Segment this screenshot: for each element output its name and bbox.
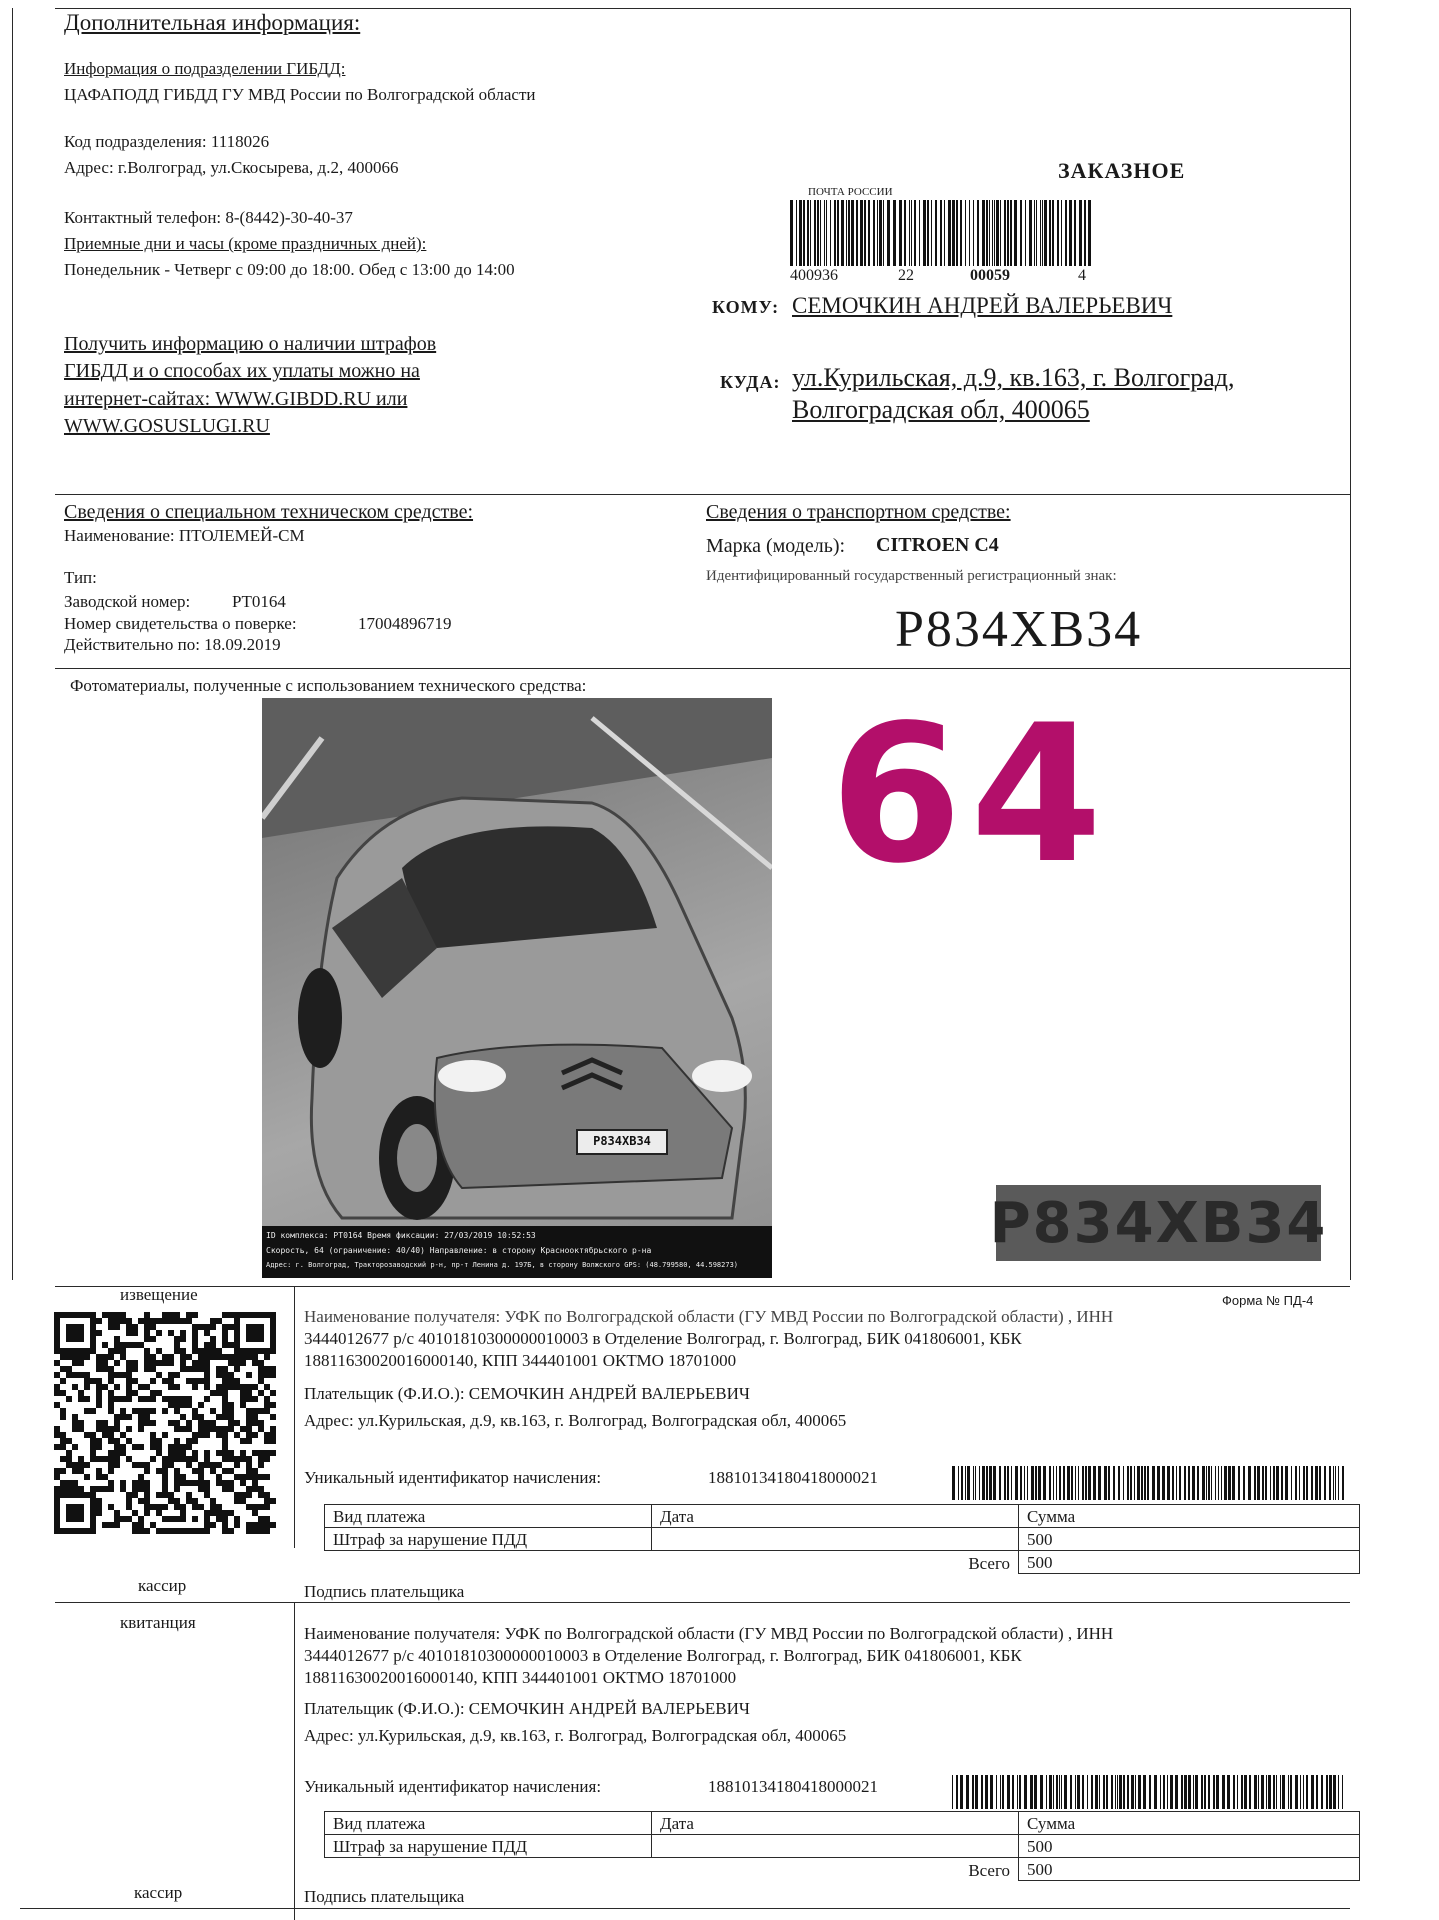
col-type-header: Вид платежа [325,1812,652,1835]
plate-crop-image: P834XB34 [996,1185,1321,1261]
receipt-recipient-line-2: 3444012677 р/с 40101810300000010003 в Отделение Волгоград, г. Волгоград, БИК 041806001, КБК [304,1646,1022,1665]
receipt-payer: Плательщик (Ф.И.О.): СЕМОЧКИН АНДРЕЙ ВАЛЕРЬЕВИЧ [304,1699,750,1718]
receipt-top-line [55,1602,1350,1603]
hours-label: Приемные дни и часы (кроме праздничных дней): [64,234,427,253]
total-label: Всего [968,1553,1010,1573]
receipt-recipient-line-1: Наименование получателя: УФК по Волгоградской области (ГУ МВД России по Волгоградской области) , ИНН [304,1624,1114,1643]
notice-signature: Подпись плательщика [304,1582,465,1601]
car-plate-on-photo: P834XB34 [593,1134,651,1148]
vehicle-plate: Р834ХВ34 [895,601,1143,658]
violation-photo [262,698,772,1278]
total-sum: 500 [1019,1858,1360,1881]
photo-overlay-line-2: Скорость, 64 (ограничение: 40/40) Направление: в сторону Краснооктябрьского р-на [266,1246,652,1255]
notice-recipient-line-1: Наименование получателя: УФК по Волгоградской области (ГУ МВД России по Волгоградской области) , ИНН [304,1307,1114,1326]
barcode-part-2: 22 [898,267,914,284]
dept-address: Адрес: г.Волгоград, ул.Скосырева, д.2, 400066 [64,158,399,177]
post-label: ПОЧТА РОССИИ [808,186,893,198]
notice-recipient-line-2: 3444012677 р/с 40101810300000010003 в Отделение Волгоград, г. Волгоград, БИК 041806001, КБК [304,1329,1022,1348]
row-date [652,1528,1019,1551]
device-type: Тип: [64,568,97,587]
fines-info-line-3: интернет-сайтах: WWW.GIBDD.RU или [64,388,408,410]
total-spacer [325,1551,652,1574]
total-label: Всего [968,1860,1010,1880]
vehicle-model-value: CITROEN C4 [876,534,999,556]
receipt-label: квитанция [120,1613,196,1632]
device-name: Наименование: ПТОЛЕМЕЙ-СМ [64,526,305,545]
notice-cashier: кассир [138,1576,187,1595]
notice-label: извещение [120,1285,198,1304]
col-date-header: Дата [652,1505,1019,1528]
dept-phone: Контактный телефон: 8-(8442)-30-40-37 [64,208,353,227]
row-type: Штраф за нарушение ПДД [325,1835,652,1858]
to-value: СЕМОЧКИН АНДРЕЙ ВАЛЕРЬЕВИЧ [792,293,1173,318]
section-divider-1 [55,494,1350,495]
vehicle-plate-label: Идентифицированный государственный регистрационный знак: [706,568,1117,584]
where-line-1: ул.Курильская, д.9, кв.163, г. Волгоград, [792,363,1235,392]
device-valid-until: Действительно по: 18.09.2019 [64,635,281,654]
payment-qr-code [54,1312,276,1524]
notice-uid-value: 18810134180418000021 [708,1468,878,1487]
dept-code: Код подразделения: 1118026 [64,132,270,151]
registered-mail-label: ЗАКАЗНОЕ [1058,158,1186,183]
notice-recipient-line-3: 18811630020016000140, КПП 344401001 ОКТМО 18701000 [304,1351,737,1370]
receipt-column-divider [294,1602,295,1920]
notice-uid-label: Уникальный идентификатор начисления: [304,1468,602,1487]
photo-overlay-line-1: ID комплекса: PT0164 Время фиксации: 27/03/2019 10:52:53 [266,1231,536,1240]
section-divider-2 [55,668,1350,669]
device-serial-value: PT0164 [232,592,286,611]
device-serial-label: Заводской номер: [64,592,191,611]
receipt-uid-label: Уникальный идентификатор начисления: [304,1777,602,1796]
table-row [325,1835,1360,1858]
car-illustration [262,698,772,1278]
bottom-line [20,1908,1350,1909]
vehicle-model-label: Марка (модель): [706,535,846,557]
where-label: КУДА: [720,372,781,392]
total-spacer [325,1858,652,1881]
row-sum: 500 [1019,1528,1360,1551]
left-border-line [12,8,13,1280]
device-cert-label: Номер свидетельства о поверке: [64,614,297,633]
receipt-signature: Подпись плательщика [304,1887,465,1906]
receipt-uid-value: 18810134180418000021 [708,1777,878,1796]
notice-payer-address: Адрес: ул.Курильская, д.9, кв.163, г. Волгоград, Волгоградская обл, 400065 [304,1411,847,1430]
handwritten-speed-note: 64 [830,684,1111,905]
form-number: Форма № ПД-4 [1222,1293,1314,1308]
notice-payer: Плательщик (Ф.И.О.): СЕМОЧКИН АНДРЕЙ ВАЛЕРЬЕВИЧ [304,1384,750,1403]
table-row [325,1528,1360,1551]
notice-column-divider [294,1286,295,1548]
col-date-header: Дата [652,1812,1019,1835]
notice-top-line [55,1286,1350,1287]
right-border-line [1350,8,1351,1280]
receipt-recipient-line-3: 18811630020016000140, КПП 344401001 ОКТМО 18701000 [304,1668,737,1687]
fines-info-line-1: Получить информацию о наличии штрафов [64,333,437,355]
dept-info-label: Информация о подразделении ГИБДД: [64,59,346,78]
barcode-part-1: 400936 [790,267,838,284]
additional-info-heading: Дополнительная информация: [64,10,361,35]
total-sum: 500 [1019,1551,1360,1574]
receipt-cashier: кассир [134,1883,183,1902]
photo-caption: Фотоматериалы, полученные с использованием технического средства: [70,676,587,695]
row-sum: 500 [1019,1835,1360,1858]
fines-info-line-2: ГИБДД и о способах их уплаты можно на [64,360,420,382]
col-sum-header: Сумма [1019,1812,1360,1835]
device-title: Сведения о специальном техническом средстве: [64,501,474,523]
dept-name: ЦАФАПОДД ГИБДД ГУ МВД России по Волгоградской области [64,85,536,104]
receipt-payment-table [324,1811,1360,1881]
to-label: КОМУ: [712,297,780,317]
table-row [325,1505,1360,1528]
table-row [325,1858,1360,1881]
receipt-uid-barcode [952,1775,1347,1809]
hours-value: Понедельник - Четверг с 09:00 до 18:00. Обед с 13:00 до 14:00 [64,260,515,279]
device-cert-value: 17004896719 [358,614,452,633]
barcode-part-3: 00059 [970,267,1010,284]
row-type: Штраф за нарушение ПДД [325,1528,652,1551]
notice-uid-barcode [952,1466,1347,1500]
where-line-2: Волгоградская обл, 400065 [792,395,1090,424]
vehicle-title: Сведения о транспортном средстве: [706,501,1011,523]
photo-overlay-line-3: Адрес: г. Волгоград, Тракторозаводский р-н, пр-т Ленина д. 197Б, в сторону Волжского GPS: (48.799580, 44.598273) [266,1261,739,1269]
barcode-part-4: 4 [1078,267,1086,284]
receipt-payer-address: Адрес: ул.Курильская, д.9, кв.163, г. Волгоград, Волгоградская обл, 400065 [304,1726,847,1745]
table-row [325,1551,1360,1574]
notice-payment-table [324,1504,1360,1574]
row-date [652,1835,1019,1858]
table-row [325,1812,1360,1835]
col-sum-header: Сумма [1019,1505,1360,1528]
col-type-header: Вид платежа [325,1505,652,1528]
fines-info-line-4: WWW.GOSUSLUGI.RU [64,415,270,437]
mail-barcode [790,200,1095,266]
